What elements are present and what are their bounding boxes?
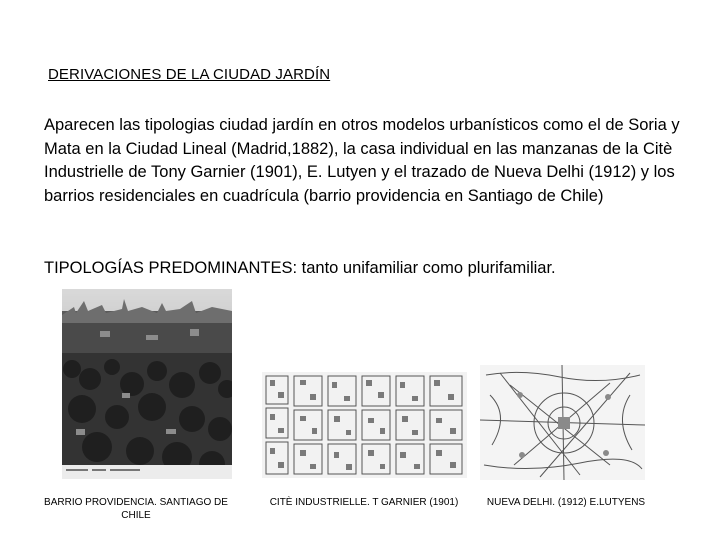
tipologias-text: TIPOLOGÍAS PREDOMINANTES: tanto unifamiliar como plurifamiliar. xyxy=(44,259,556,277)
barrio-providencia-photo xyxy=(62,289,232,479)
nueva-delhi-map xyxy=(480,365,645,480)
caption-cite-industrielle: CITÈ INDUSTRIELLE. T GARNIER (1901) xyxy=(269,497,459,508)
caption-barrio-providencia: BARRIO PROVIDENCIA. SANTIAGO DE CHILE xyxy=(44,497,228,521)
body-paragraph: Aparecen las tipologias ciudad jardín en otros modelos urbanísticos como el de Soria y Mata en la Ciudad Lineal (Madrid,1882), la casa individual en las manzanas de la Citè Industrielle de Tony Garnier (1901), E. Lutyen y el trazado de Nueva Delhi (1912) y los barrios residenciales en cuadrícula (barrio providencia en Santiago de Chile) xyxy=(44,116,680,205)
caption-nueva-delhi: NUEVA DELHI. (1912) E.LUTYENS xyxy=(486,497,646,508)
slide-title: DERIVACIONES DE LA CIUDAD JARDÍN xyxy=(48,66,331,83)
cite-industrielle-plan xyxy=(262,372,467,478)
